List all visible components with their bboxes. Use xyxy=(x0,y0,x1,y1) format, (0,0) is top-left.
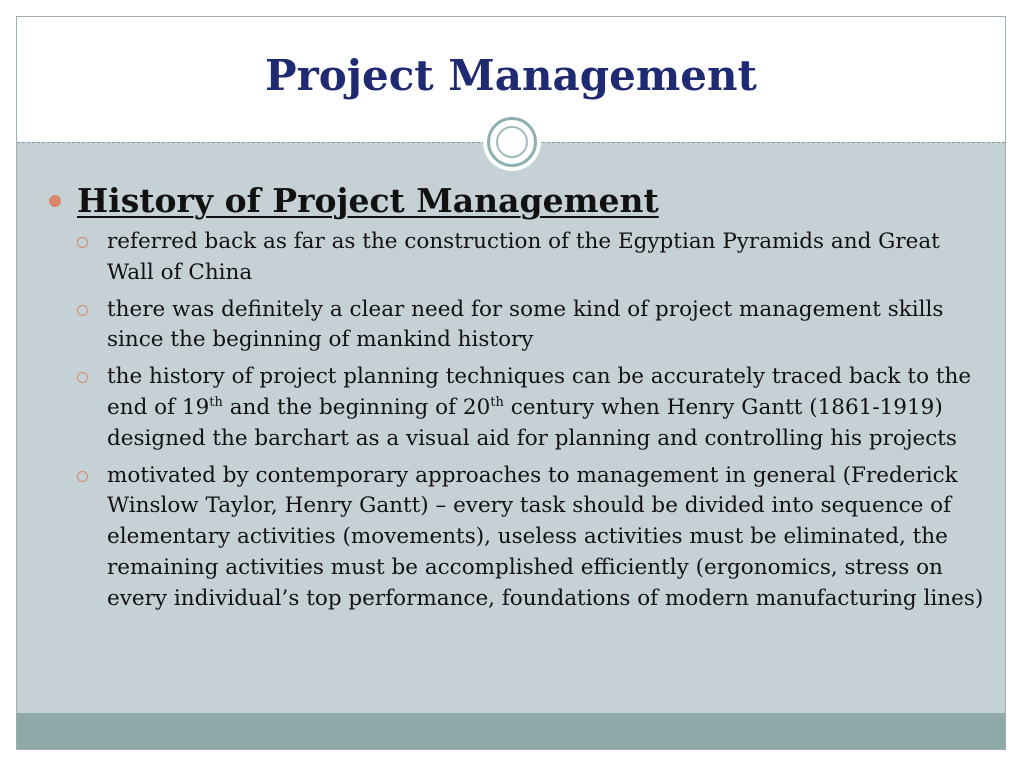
list-item xyxy=(77,227,992,289)
list-item xyxy=(77,461,992,615)
section-heading: History of Project Management xyxy=(77,181,659,220)
ornament-outer-ring xyxy=(487,117,537,167)
bullet-list xyxy=(47,227,992,615)
bullet-text-part: and the beginning of 20 xyxy=(222,394,491,420)
bullet-text: there was definitely a clear need for some kind of project management skills since the beginning of mankind history xyxy=(107,296,944,353)
ornament-inner-ring xyxy=(496,126,528,158)
bullet-text-part: century when Henry Gantt (1861-1919) designed the barchart as a visual aid for planning and controlling his projects xyxy=(107,394,957,451)
footer-bar xyxy=(17,713,1005,749)
list-item xyxy=(77,295,992,357)
superscript: th xyxy=(490,394,504,410)
hollow-circle-bullet-icon xyxy=(77,237,88,248)
filled-circle-bullet-icon xyxy=(49,195,61,207)
slide-title: Project Management xyxy=(265,51,757,100)
bullet-text-part: the history of project planning techniques can be accurately traced back to the end of 19 xyxy=(107,364,972,420)
hollow-circle-bullet-icon xyxy=(77,372,88,383)
slide xyxy=(16,16,1006,750)
bullet-text: referred back as far as the construction of the Egyptian Pyramids and Great Wall of China xyxy=(107,229,940,285)
superscript: th xyxy=(209,394,223,410)
bullet-text: motivated by contemporary approaches to management in general (Frederick Winslow Taylor, Henry Gantt) – every task should be divided into sequence of elementary activities (movements), useless activities must be eliminated, the remaining activities must be accomplished efficiently (ergonomics, stress on every individual’s top performance, foundations of modern manufacturing lines) xyxy=(107,462,984,611)
list-item xyxy=(77,362,992,454)
heading-row xyxy=(47,179,992,223)
slide-content xyxy=(47,179,992,621)
double-ring-ornament-icon xyxy=(483,113,541,171)
hollow-circle-bullet-icon xyxy=(77,305,88,316)
hollow-circle-bullet-icon xyxy=(77,471,88,482)
